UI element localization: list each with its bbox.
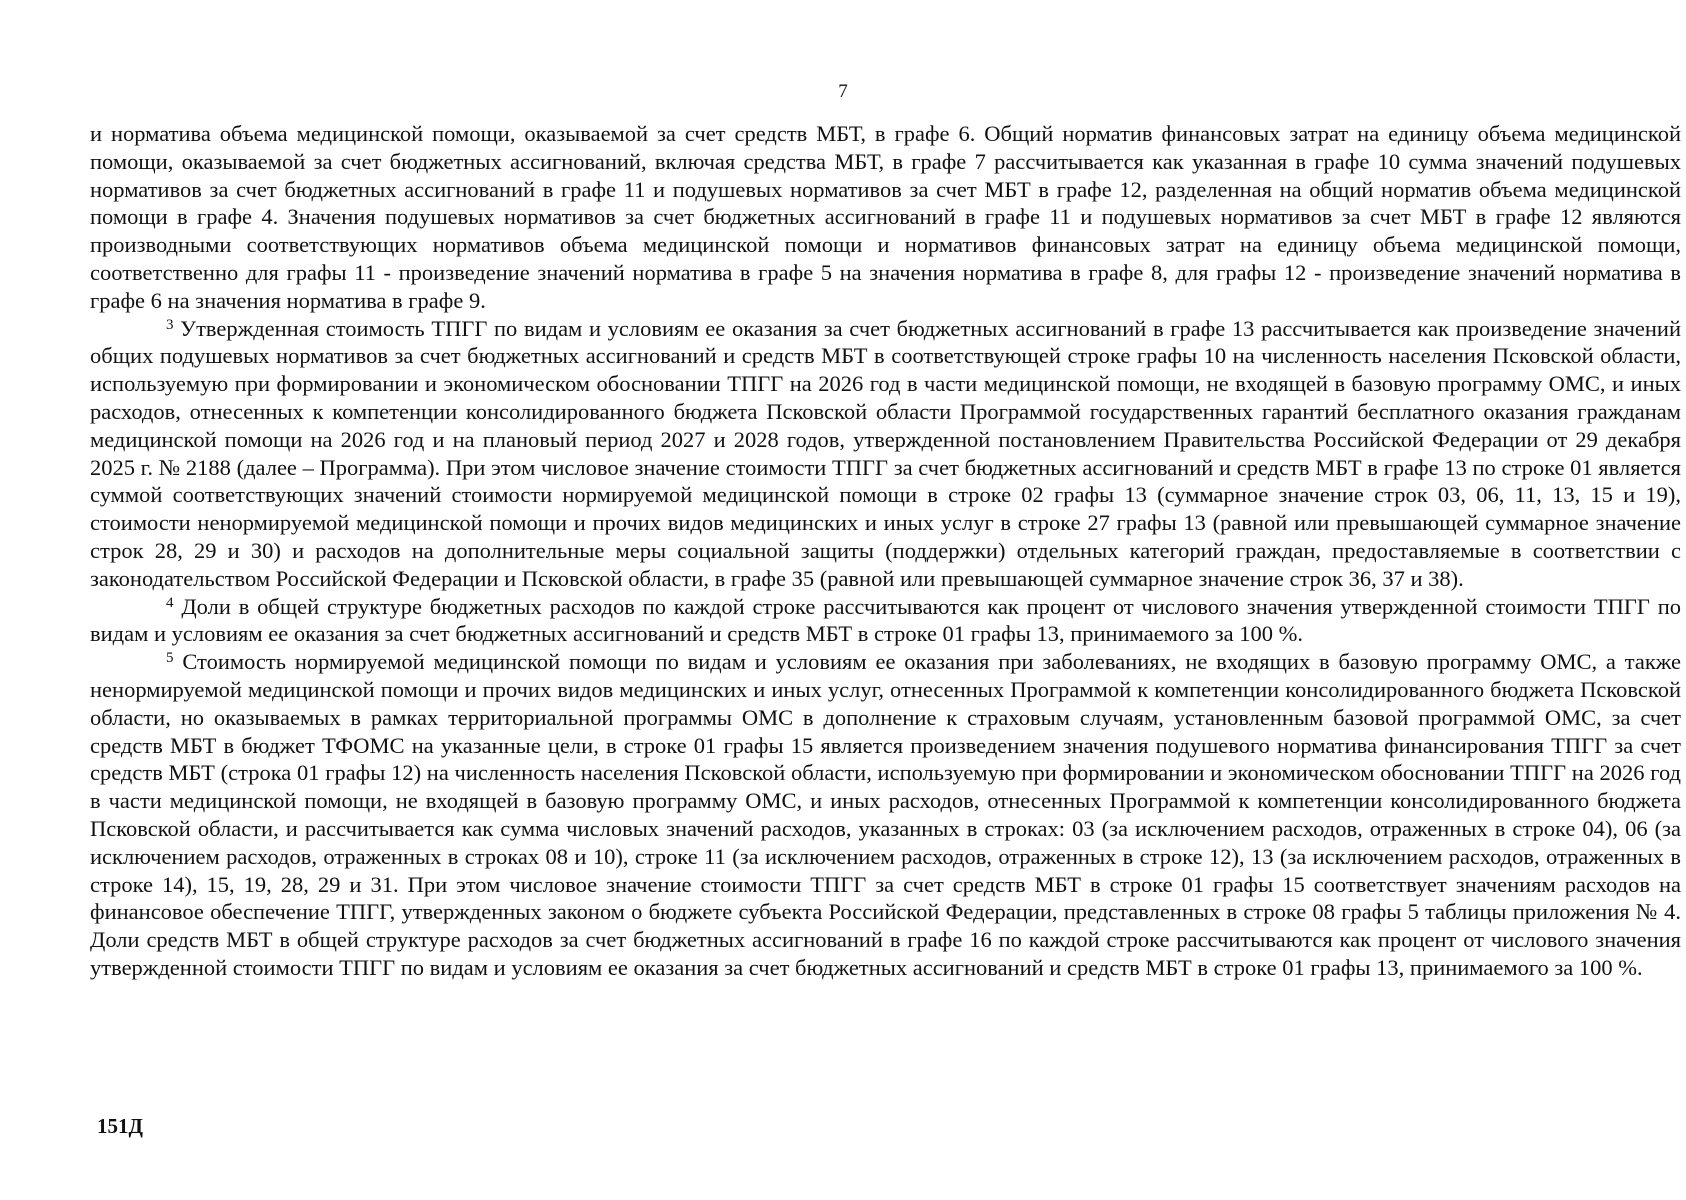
document-body <box>90 120 1681 982</box>
document-code: 151Д <box>97 1114 143 1138</box>
paragraph-continuation <box>90 120 1681 315</box>
footnote-text: Стоимость нормируемой медицинской помощи по видам и условиям ее оказания при заболеваниях, не входящих в базовую программу ОМС, а также ненормируемой медицинской помощи и прочих видов медицинских и иных услуг, отнесенных Программой к компетенции консолидированного бюджета Псковской области, но оказываемых в рамках территориальной программы ОМС в дополнение к страховым случаям, установленным базовой программой ОМС, за счет средств МБТ в бюджет ТФОМС на указанные цели, в строке 01 графы 15 является произведением значения подушевого норматива финансирования ТПГГ за счет средств МБТ (строка 01 графы 12) на численность населения Псковской области, используемую при формировании и экономическом обосновании ТПГГ на 2026 год в части медицинской помощи, не входящей в базовую программу ОМС, и иных расходов, отнесенных Программой к компетенции консолидированного бюджета Псковской области, и рассчитывается как сумма числовых значений расходов, указанных в строках: 03 (за исключением расходов, отраженных в строке 04), 06 (за исключением расходов, отраженных в строках 08 и 10), строке 11 (за исключением расходов, отраженных в строке 12), 13 (за исключением расходов, отраженных в строке 14), 15, 19, 28, 29 и 31. При этом числовое значение стоимости ТПГГ за счет средств МБТ в строке 01 графы 15 соответствует значениям расходов на финансовое обеспечение ТПГГ, утвержденных законом о бюджете субъекта Российской Федерации, представленных в строке 08 графы 5 таблицы приложения № 4. Доли средств МБТ в общей структуре расходов за счет бюджетных ассигнований в графе 16 по каждой строке рассчитываются как процент от числового значения утвержденной стоимости ТПГГ по видам и условиям ее оказания за счет бюджетных ассигнований и средств МБТ в строке 01 графы 13, принимаемого за 100 %. <box>90 649 1682 980</box>
footnote-4 <box>90 593 1681 649</box>
footnote-text: Доли в общей структуре бюджетных расходов по каждой строке рассчитываются как процент от числового значения утвержденной стоимости ТПГГ по видам и условиям ее оказания за счет бюджетных ассигнований и средств МБТ в строке 01 графы 13, принимаемого за 100 %. <box>90 593 1681 647</box>
footnote-marker: 4 <box>166 594 174 611</box>
footnote-marker: 5 <box>166 650 174 667</box>
page-number: 7 <box>838 81 848 102</box>
footnote-marker: 3 <box>166 316 174 333</box>
paragraph-text: и норматива объема медицинской помощи, оказываемой за счет средств МБТ, в графе 6. Общий норматив финансовых затрат на единицу объема медицинской помощи, оказываемой за счет бюджетных ассигнований, включая средства МБТ, в графе 7 рассчитывается как указанная в графе 10 сумма значений подушевых нормативов за счет бюджетных ассигнований в графе 11 и подушевых нормативов за счет МБТ в графе 12, разделенная на общий норматив объема медицинской помощи в графе 4. Значения подушевых нормативов за счет бюджетных ассигнований в графе 11 и подушевых нормативов за счет МБТ в графе 12 являются производными соответствующих нормативов объема медицинской помощи и нормативов финансовых затрат на единицу объема медицинской помощи, соответственно для графы 11 - произведение значений норматива в графе 5 на значения норматива в графе 8, для графы 12 - произведение значений норматива в графе 6 на значения норматива в графе 9. <box>90 121 1681 313</box>
footnote-3 <box>90 315 1681 593</box>
footnote-text: Утвержденная стоимость ТПГГ по видам и условиям ее оказания за счет бюджетных ассигнований в графе 13 рассчитывается как произведение значений общих подушевых нормативов за счет бюджетных ассигнований и средств МБТ в соответствующей строке графы 10 на численность населения Псковской области, используемую при формировании и экономическом обосновании ТПГГ на 2026 год в части медицинской помощи, не входящей в базовую программу ОМС, и иных расходов, отнесенных к компетенции консолидированного бюджета Псковской области Программой государственных гарантий бесплатного оказания гражданам медицинской помощи на 2026 год и на плановый период 2027 и 2028 годов, утвержденной постановлением Правительства Российской Федерации от 29 декабря 2025 г. № 2188 (далее – Программа). При этом числовое значение стоимости ТПГГ за счет бюджетных ассигнований и средств МБТ в графе 13 по строке 01 является суммой соответствующих значений стоимости нормируемой медицинской помощи в строке 02 графы 13 (суммарное значение строк 03, 06, 11, 13, 15 и 19), стоимости ненормируемой медицинской помощи и прочих видов медицинских и иных услуг в строке 27 графы 13 (равной или превышающей суммарное значение строк 28, 29 и 30) и расходов на дополнительные меры социальной защиты (поддержки) отдельных категорий граждан, предоставляемые в соответствии с законодательством Российской Федерации и Псковской области, в графе 35 (равной или превышающей суммарное значение строк 36, 37 и 38). <box>90 315 1681 591</box>
footnote-5 <box>90 648 1681 982</box>
